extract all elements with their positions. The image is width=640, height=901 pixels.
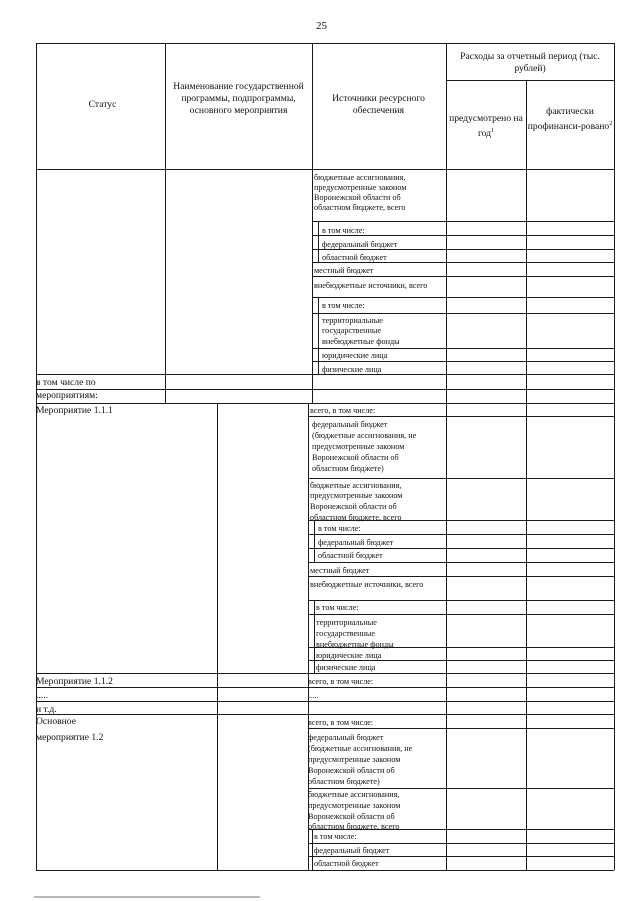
grid-line [312, 297, 614, 298]
grid-line [308, 548, 614, 549]
grid-line [308, 576, 614, 577]
incl-label-5: в том числе: [314, 832, 357, 841]
grid-line [36, 870, 614, 871]
header-planned: предусмотрено на год$^1$ [449, 113, 523, 140]
etc-status: и т.д. [36, 704, 57, 715]
grid-line [318, 297, 319, 374]
grid-line [314, 600, 315, 673]
territorial-line-2: государственные [322, 326, 382, 335]
event-1-1-1-status: Мероприятие 1.1.1 [36, 405, 113, 416]
main-event-line-2: мероприятие 1.2 [36, 732, 104, 743]
federal-note-2-line-1: федеральный бюджет [308, 733, 384, 742]
federal-note-line-5: областном бюджете) [312, 464, 384, 473]
local-budget-label-2: местный бюджет [310, 566, 370, 575]
dots-status: ..... [36, 690, 48, 701]
grid-line [36, 673, 614, 674]
total-incl-label-2: всего, в том числе: [308, 677, 374, 686]
event-1-1-2-status: Мероприятие 1.1.2 [36, 676, 113, 687]
budget-law-line-3: Воронежской области об [314, 193, 401, 202]
budget-law-2-line-3: Воронежской области об [310, 502, 397, 511]
grid-line [217, 404, 218, 870]
grid-line [36, 701, 614, 702]
incl-label: в том числе: [322, 226, 365, 235]
territorial-2-line-3: внебюджетные фонды [316, 640, 394, 649]
grid-line [312, 221, 614, 222]
incl-events-line-1: в том числе по [36, 377, 96, 388]
budget-law-line-1: бюджетные ассигнования, [314, 173, 406, 182]
legal-entities-label: юридические лица [322, 351, 388, 360]
page-number: 25 [316, 20, 327, 32]
offbudget-label-2: внебюджетные источники, всего [310, 580, 424, 589]
grid-line [526, 80, 527, 870]
budget-law-3-line-2: предусмотренные законом [308, 801, 401, 810]
grid-line [312, 829, 313, 870]
regional-budget-label-3: областной бюджет [314, 859, 379, 868]
incl-label-4: в том числе: [316, 603, 359, 612]
federal-note-2-line-4: Воронежской области об [308, 766, 395, 775]
grid-line [614, 43, 615, 870]
header-sources: Источники ресурсного обеспечения [332, 93, 425, 116]
budget-law-line-4: областном бюджете, всего [314, 203, 406, 212]
federal-budget-label: федеральный бюджет [322, 240, 398, 249]
incl-events-line-2: мероприятиям: [36, 390, 98, 401]
grid-line [308, 534, 614, 535]
grid-line [446, 80, 614, 81]
grid-line [308, 614, 614, 615]
header-expenses: Расходы за отчетный период (тыс. рублей) [460, 51, 600, 74]
main-event-line-1: Основное [36, 716, 76, 727]
grid-line [318, 221, 319, 263]
legal-entities-label-2: юридические лица [316, 651, 382, 660]
header-status: Статус [88, 99, 117, 110]
federal-note-line-2: (бюджетные ассигнования, не [312, 431, 417, 440]
grid-line [314, 520, 315, 562]
grid-line [312, 348, 614, 349]
grid-line [36, 714, 614, 715]
federal-note-line-4: Воронежской области об [312, 453, 399, 462]
territorial-2-line-2: государственные [316, 629, 376, 638]
federal-note-line-1: федеральный бюджет [312, 420, 388, 429]
grid-line [36, 169, 614, 170]
grid-line [308, 478, 614, 479]
federal-note-2-line-3: предусмотренные законом [308, 755, 401, 764]
offbudget-label: внебюджетные источники, всего [314, 281, 428, 290]
dots-sources: ..... [308, 691, 319, 700]
federal-budget-label-3: федеральный бюджет [314, 846, 390, 855]
footer-rule [34, 896, 260, 898]
local-budget-label: местный бюджет [314, 266, 374, 275]
grid-line [312, 313, 614, 314]
header-name: Наименование государственной программы, подпрограммы, основного мероприятия [173, 81, 304, 116]
grid-line [312, 276, 614, 277]
grid-line [308, 562, 614, 563]
budget-law-line-2: предусмотренные законом [314, 183, 407, 192]
territorial-line-3: внебюджетные фонды [322, 337, 400, 346]
federal-note-2-line-5: областном бюджете) [308, 777, 380, 786]
total-incl-label-3: всего, в том числе: [308, 718, 374, 727]
header-actual: фактически профинанси-ровано$^2$ [527, 106, 613, 133]
grid-line [308, 843, 614, 844]
budget-law-3-line-3: Воронежской области об [308, 812, 395, 821]
total-incl-label: всего, в том числе: [310, 406, 376, 415]
budget-law-2-line-4: областном бюджете, всего [310, 513, 402, 522]
budget-law-3-line-1: бюджетные ассигнования, [308, 790, 400, 799]
grid-line [308, 728, 614, 729]
federal-note-line-3: предусмотренные законом [312, 442, 405, 451]
budget-law-2-line-2: предусмотренные законом [310, 491, 403, 500]
grid-line [446, 43, 447, 870]
budget-law-2-line-1: бюджетные ассигнования, [310, 481, 402, 490]
grid-line [36, 43, 37, 870]
regional-budget-label-2: областной бюджет [318, 551, 383, 560]
grid-line [36, 389, 614, 390]
federal-budget-label-2: федеральный бюджет [318, 538, 394, 547]
incl-label-3: в том числе: [318, 524, 361, 533]
budget-law-3-line-4: областном бюджете, всего [308, 822, 400, 831]
territorial-2-line-1: территориальные [316, 618, 377, 627]
grid-line [308, 856, 614, 857]
grid-line [308, 600, 614, 601]
grid-line [36, 403, 614, 404]
grid-line [312, 361, 614, 362]
incl-label-2: в том числе: [322, 301, 365, 310]
grid-line [308, 416, 614, 417]
grid-line [308, 788, 614, 789]
grid-line [36, 43, 614, 44]
territorial-line-1: территориальные [322, 316, 383, 325]
individuals-label-2: физические лица [316, 663, 376, 672]
regional-budget-label: областной бюджет [322, 253, 387, 262]
grid-line [36, 687, 614, 688]
federal-note-2-line-2: (бюджетные ассигнования, не [308, 744, 413, 753]
individuals-label: физические лица [322, 365, 382, 374]
